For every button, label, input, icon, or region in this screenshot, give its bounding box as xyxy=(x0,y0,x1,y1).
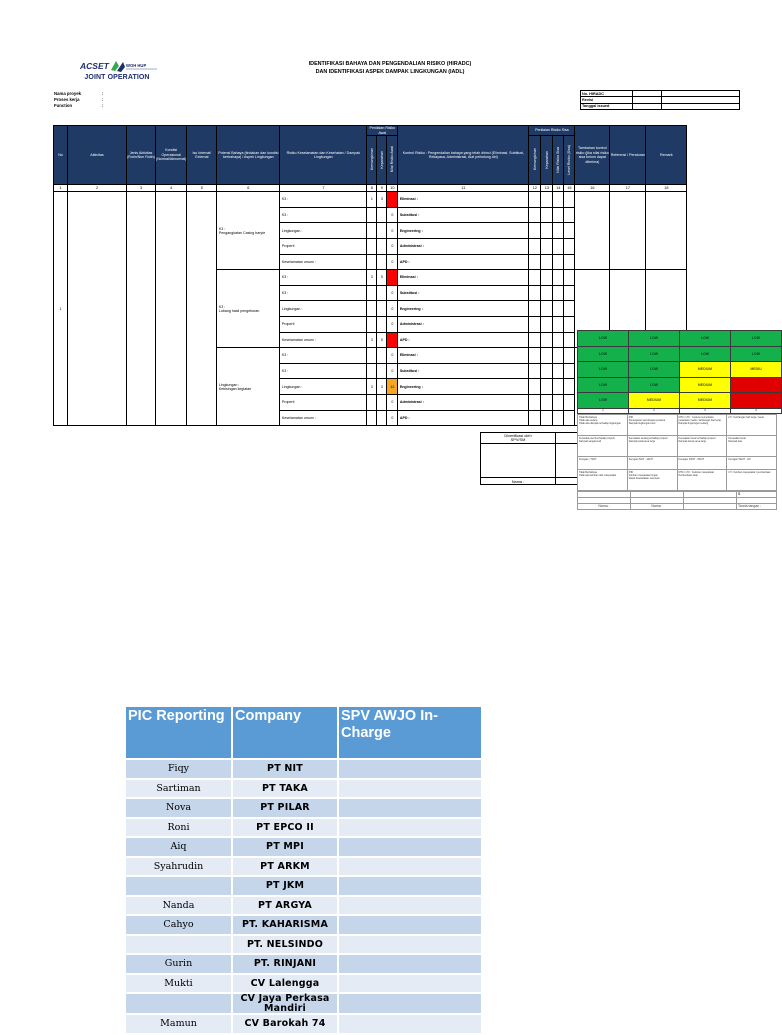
risk-matrix-cell xyxy=(731,377,782,393)
spv-in-charge xyxy=(339,994,481,1013)
severity-value: 3 xyxy=(377,192,387,208)
initial-risk-value xyxy=(387,270,398,286)
control-type: Substitusi : xyxy=(398,363,529,379)
residual-cell xyxy=(541,254,553,270)
residual-cell xyxy=(553,192,564,208)
empty-cell xyxy=(187,192,217,426)
control-type: Engineering : xyxy=(398,301,529,317)
residual-cell xyxy=(529,192,541,208)
pic-row xyxy=(126,760,481,778)
col-isu: Isu Internal/ External xyxy=(187,126,217,185)
control-type: Substitusi : xyxy=(398,285,529,301)
spv-in-charge xyxy=(339,799,481,817)
risk-matrix-cell: LOW xyxy=(578,377,629,393)
likelihood-value xyxy=(367,410,377,426)
pic-name: Nanda xyxy=(126,897,231,915)
control-type: APD : xyxy=(398,254,529,270)
column-number: 17 xyxy=(610,185,646,192)
column-number: 9 xyxy=(377,185,387,192)
risk-category: Lingkungan : xyxy=(280,379,367,395)
company-name: PT EPCO II xyxy=(233,819,337,837)
residual-cell xyxy=(564,348,575,364)
meta-label: Function xyxy=(54,103,73,108)
residual-cell xyxy=(541,410,553,426)
pic-row xyxy=(126,994,481,1013)
risk-matrix: LOW LOW LOW LOW LOW LOW LOW LOW LOW LOW MEDIUM MEDIU LOW LOW MEDIUM LOW MEDIUM MEDIUM 1 2 3 4 Tidak Berbahaya Tidak ada cedera Tidak ada dampak terhadap lingkungan P3K Penanganan pertolongan pertama Dampak lingkungan kecil MTC / LTC : Cedera memerlukan perawatan medis / kehilangan hari kerja Dampak lingkungan sedang LTI : Kehilangan hari kerja / cacat Kerusakan kecil terhadap properti Dampak sangat kecil Kerusakan sedang terhadap properti Dampak pada area kerja Kerusakan besar terhadap properti Dampak keluar area kerja Kerusakan berat Dampak luas Kerugian < 50JT Kerugian 50JT - 100JT Kerugian 100JT - 500JT Kerugian 500JT - 1M Tidak Berbahaya Tidak ada keluhan dari masyarakat P3K Keluhan masyarakat ringan Dapat diselesaikan setempat MTC / LTC : Keluhan masyarakat Pemberitaan lokal LTI : Keluhan masyarakat / pemberitaan S Nama : Nama : Tanda tangan : xyxy=(577,330,768,495)
residual-cell xyxy=(529,223,541,239)
meta-label: Nama proyek xyxy=(54,91,81,96)
pic-row xyxy=(126,916,481,934)
logo-leaf-icon xyxy=(111,61,119,71)
likelihood-value xyxy=(367,207,377,223)
residual-cell xyxy=(553,394,564,410)
col-kondisi: Kondisi Operasional (Normal/Abnormal) xyxy=(156,126,187,185)
residual-cell xyxy=(529,270,541,286)
meta-label: Proses kerja xyxy=(54,97,80,102)
col-kontrol: Kontrol Risiko : Pengendalian bahaya yang telah dirinci (Eliminasi, Subtitusi, Rekayasa, Administrasi, Alat pelindung diri) xyxy=(398,126,529,185)
company-name: PT MPI xyxy=(233,838,337,856)
severity-value: 3 xyxy=(377,379,387,395)
risk-matrix-cell xyxy=(731,393,782,409)
severity-value xyxy=(377,348,387,364)
logo-subtitle: JOINT OPERATION xyxy=(84,74,150,81)
severity-value xyxy=(377,223,387,239)
header-spv: SPV AWJO In-Charge xyxy=(339,707,481,758)
control-type: Eliminasi : xyxy=(398,270,529,286)
control-type: Administrasi : xyxy=(398,316,529,332)
pic-row xyxy=(126,838,481,856)
col-remark: Remark xyxy=(646,126,687,185)
control-type: Administrasi : xyxy=(398,238,529,254)
header-pic: PIC Reporting xyxy=(126,707,231,758)
project-meta xyxy=(54,91,103,109)
document-title-1: IDENTIFIKASI BAHAYA DAN PENGENDALIAN RISIKO (HIRADC) xyxy=(308,61,472,67)
col-potensi: Potensi Bahaya (tindakan dan kondisi berbahaya) / Aspek Lingkungan xyxy=(217,126,280,185)
likelihood-value: 3 xyxy=(367,332,377,348)
residual-cell xyxy=(564,254,575,270)
severity-value xyxy=(377,207,387,223)
likelihood-value xyxy=(367,363,377,379)
residual-cell xyxy=(553,348,564,364)
pic-name xyxy=(126,936,231,954)
residual-cell xyxy=(529,285,541,301)
residual-cell xyxy=(541,316,553,332)
column-number: 5 xyxy=(187,185,217,192)
initial-risk-value xyxy=(387,332,398,348)
residual-cell xyxy=(529,332,541,348)
risk-category: Keselamatan umum : xyxy=(280,410,367,426)
pic-name: Fiqy xyxy=(126,760,231,778)
empty-cell xyxy=(610,192,646,270)
control-type: Eliminasi : xyxy=(398,348,529,364)
company-name: CV Barokah 74 xyxy=(233,1015,337,1033)
risk-category: Properti xyxy=(280,316,367,332)
residual-cell xyxy=(553,223,564,239)
initial-risk-value: 0 xyxy=(387,285,398,301)
residual-cell xyxy=(529,254,541,270)
spv-in-charge xyxy=(339,838,481,856)
residual-cell xyxy=(553,379,564,395)
residual-cell xyxy=(529,301,541,317)
company-name: CV Jaya Perkasa Mandiri xyxy=(233,994,337,1013)
pic-row xyxy=(126,858,481,876)
column-number: 14 xyxy=(553,185,564,192)
risk-matrix-cell: LOW xyxy=(578,362,629,378)
matrix-severity-number: 2 xyxy=(629,408,680,413)
spv-in-charge xyxy=(339,1015,481,1033)
risk-category: Properti xyxy=(280,238,367,254)
residual-cell xyxy=(541,238,553,254)
matrix-severity-number: 4 xyxy=(731,408,782,413)
risk-matrix-cell: LOW xyxy=(629,346,680,362)
initial-risk-value: 0 xyxy=(387,410,398,426)
company-name: CV Lalengga xyxy=(233,975,337,993)
residual-cell xyxy=(564,301,575,317)
company-name: PT. RINJANI xyxy=(233,955,337,973)
residual-cell xyxy=(564,363,575,379)
column-number: 7 xyxy=(280,185,367,192)
severity-value xyxy=(377,363,387,379)
severity-value xyxy=(377,301,387,317)
risk-matrix-cell: MEDIUM xyxy=(629,393,680,409)
likelihood-value: 3 xyxy=(367,379,377,395)
risk-matrix-cell: LOW xyxy=(629,331,680,347)
initial-risk-value xyxy=(387,192,398,208)
column-number: 1 xyxy=(54,185,68,192)
empty-cell xyxy=(646,192,687,270)
risk-matrix-cell: LOW xyxy=(680,346,731,362)
initial-risk-value: 0 xyxy=(387,223,398,239)
matrix-severity-number: 3 xyxy=(680,408,731,413)
initial-risk-value: 0 xyxy=(387,207,398,223)
residual-cell xyxy=(541,192,553,208)
spv-in-charge xyxy=(339,877,481,895)
risk-category: Lingkungan : xyxy=(280,301,367,317)
empty-cell xyxy=(575,192,610,270)
severity-value xyxy=(377,394,387,410)
risk-matrix-cell: LOW xyxy=(629,377,680,393)
risk-category: K3 : xyxy=(280,207,367,223)
residual-cell xyxy=(553,316,564,332)
risk-matrix-cell: MEDIUM xyxy=(680,393,731,409)
initial-risk-value: 0 xyxy=(387,301,398,317)
col-no: No xyxy=(54,126,68,185)
company-name: PT PILAR xyxy=(233,799,337,817)
initial-risk-value: 12 xyxy=(387,379,398,395)
spv-in-charge xyxy=(339,819,481,837)
pic-name: Nova xyxy=(126,799,231,817)
residual-cell xyxy=(564,410,575,426)
spv-in-charge xyxy=(339,858,481,876)
residual-cell xyxy=(529,410,541,426)
residual-cell xyxy=(564,238,575,254)
column-number: 8 xyxy=(367,185,377,192)
residual-cell xyxy=(529,238,541,254)
pic-row xyxy=(126,799,481,817)
residual-cell xyxy=(564,316,575,332)
meta-row: Proses kerja : xyxy=(54,97,104,102)
residual-cell xyxy=(564,223,575,239)
meta-row: Function : xyxy=(54,103,104,108)
column-number: 11 xyxy=(398,185,529,192)
company-name: PT. KAHARISMA xyxy=(233,916,337,934)
severity-value xyxy=(377,254,387,270)
residual-cell xyxy=(553,270,564,286)
severity-value xyxy=(377,285,387,301)
residual-cell xyxy=(553,332,564,348)
matrix-severity-number: 1 xyxy=(578,408,629,413)
risk-category: Lingkungan : xyxy=(280,223,367,239)
risk-matrix-cell: LOW xyxy=(731,331,782,347)
column-number: 6 xyxy=(217,185,280,192)
severity-value: 5 xyxy=(377,270,387,286)
group-risiko-awal: Penilaian Risiko Awal xyxy=(367,126,398,136)
pic-name: Mamun xyxy=(126,1015,231,1033)
control-type: APD : xyxy=(398,332,529,348)
pic-row xyxy=(126,877,481,895)
residual-cell xyxy=(529,348,541,364)
residual-cell xyxy=(529,363,541,379)
residual-cell xyxy=(541,379,553,395)
approval-name: Nama : xyxy=(481,478,556,485)
control-type: Engineering : xyxy=(398,223,529,239)
column-number: 13 xyxy=(541,185,553,192)
residual-cell xyxy=(541,285,553,301)
risk-category: K3 : xyxy=(280,285,367,301)
meta-row: Nama proyek : xyxy=(54,91,104,96)
col-tambahan: Tambahan kontrol risiko (jika nilai risiko sisa belum dapat diterima) xyxy=(575,126,610,185)
likelihood-value xyxy=(367,285,377,301)
residual-cell xyxy=(529,379,541,395)
hazard-potential: K3 : Lubang hasil pengeboran xyxy=(217,270,280,348)
empty-cell xyxy=(68,192,127,426)
risk-matrix-cell: LOW xyxy=(629,362,680,378)
spv-in-charge xyxy=(339,916,481,934)
column-number: 12 xyxy=(529,185,541,192)
residual-cell xyxy=(564,285,575,301)
severity-value xyxy=(377,316,387,332)
signature-area xyxy=(481,444,556,478)
likelihood-value xyxy=(367,394,377,410)
pic-name xyxy=(126,994,231,1013)
pic-name: Aiq xyxy=(126,838,231,856)
hazard-row xyxy=(54,192,687,208)
pic-name: Roni xyxy=(126,819,231,837)
risk-matrix-cell: LOW xyxy=(578,393,629,409)
group-risiko-sisa: Penilaian Risiko Sisa xyxy=(529,126,575,136)
severity-value: 5 xyxy=(377,332,387,348)
initial-risk-value: 0 xyxy=(387,254,398,270)
spv-in-charge xyxy=(339,760,481,778)
residual-cell xyxy=(553,363,564,379)
residual-cell xyxy=(541,270,553,286)
approval-box xyxy=(480,432,578,485)
empty-cell xyxy=(127,192,156,426)
spv-in-charge xyxy=(339,897,481,915)
likelihood-value xyxy=(367,316,377,332)
initial-risk-value: 0 xyxy=(387,238,398,254)
spv-in-charge xyxy=(339,975,481,993)
column-number-row xyxy=(54,185,687,192)
risk-matrix-cell: LOW xyxy=(680,331,731,347)
risk-matrix-cell: MEDIUM xyxy=(680,362,731,378)
residual-cell xyxy=(541,223,553,239)
column-number: 18 xyxy=(646,185,687,192)
document-info-table: No. HIRADC Revisi Tanggal issued xyxy=(580,90,740,110)
control-type: Eliminasi : xyxy=(398,192,529,208)
company-name: PT JKM xyxy=(233,877,337,895)
residual-cell xyxy=(564,379,575,395)
likelihood-value xyxy=(367,238,377,254)
residual-cell xyxy=(564,192,575,208)
pic-reporting-table xyxy=(124,705,483,1035)
company-name: PT ARKM xyxy=(233,858,337,876)
risk-category: Properti xyxy=(280,394,367,410)
residual-cell xyxy=(529,394,541,410)
pic-name: Mukti xyxy=(126,975,231,993)
hiradc-table: No Aktivitas Jenis Aktivitas (Rutin/Non Rutin) Kondisi Operasional (Normal/Abnormal) Isu Internal/ External Potensi Bahaya (tindakan dan kondisi berbahaya) / Aspek Lingkungan Risiko Keselamatan dan Kesehatan / Dampak Lingkungan Penilaian Risiko Awal Kontrol Risiko : Pengendalian bahaya yang telah dirinci (Eliminasi, Subtitusi, Rekayasa, Administrasi, Alat pelindung diri) Penilaian Risiko Sisa Tambahan kontrol risiko (jika nilai risiko sisa belum dapat diterima) Referensi / Peraturan Remark Kemungkinan Keparahan Nilai Risiko Awal Kemungkinan Keparahan Nilai Risiko Sisa Level Risiko (Sisa) 1 2 3 4 5 6 7 8 9 10 11 12 13 14 15 16 17 18 1 K3 : Pengangkatan Casing baryte K3 : 1 3 Eliminasi : K3 : 0 Substitusi : Lingkungan : 0 Engineering : Properti 0 Administrasi : Keselamatan umum : 0 APD : K3 : Lubang hasil pengeboran K3 : 3 5 Eliminasi : K3 : 0 Substitusi : Lingkungan : 0 Engineering : Properti 0 Administrasi : Keselamatan umum : 3 5 APD : Lingkungan : Kebisingan kegiatan K3 : 0 Eliminasi : K3 : 0 Substitusi : Lingkungan : 3 3 12 Engineering : Properti 0 Administrasi : Keselamatan umum : 0 APD : xyxy=(53,125,687,426)
initial-risk-value: 0 xyxy=(387,348,398,364)
pic-name: Syahrudin xyxy=(126,858,231,876)
column-number: 15 xyxy=(564,185,575,192)
risk-matrix-cell: LOW xyxy=(731,346,782,362)
pic-row xyxy=(126,1015,481,1033)
company-name: PT. NELSINDO xyxy=(233,936,337,954)
likelihood-value xyxy=(367,301,377,317)
residual-cell xyxy=(564,270,575,286)
column-number: 16 xyxy=(575,185,610,192)
severity-value xyxy=(377,238,387,254)
pic-row xyxy=(126,975,481,993)
residual-cell xyxy=(529,207,541,223)
residual-cell xyxy=(541,363,553,379)
residual-cell xyxy=(541,332,553,348)
risk-matrix-cell: MEDIUM xyxy=(680,377,731,393)
severity-value xyxy=(377,410,387,426)
residual-cell xyxy=(553,254,564,270)
risk-category: K3 : xyxy=(280,363,367,379)
spv-in-charge xyxy=(339,780,481,798)
company-name: PT ARGYA xyxy=(233,897,337,915)
header-company: Company xyxy=(233,707,337,758)
residual-cell xyxy=(541,348,553,364)
col-risiko: Risiko Keselamatan dan Kesehatan / Dampak Lingkungan xyxy=(280,126,367,185)
control-type: Substitusi : xyxy=(398,207,529,223)
residual-cell xyxy=(541,301,553,317)
residual-cell xyxy=(529,316,541,332)
risk-matrix-cell: LOW xyxy=(578,331,629,347)
column-number: 10 xyxy=(387,185,398,192)
residual-cell xyxy=(564,207,575,223)
residual-cell xyxy=(553,410,564,426)
initial-risk-value: 0 xyxy=(387,363,398,379)
residual-cell xyxy=(564,394,575,410)
company-name: PT NIT xyxy=(233,760,337,778)
col-jenis: Jenis Aktivitas (Rutin/Non Rutin) xyxy=(127,126,156,185)
likelihood-value xyxy=(367,223,377,239)
risk-category: K3 : xyxy=(280,348,367,364)
control-type: Administrasi : xyxy=(398,394,529,410)
pic-row xyxy=(126,819,481,837)
residual-cell xyxy=(541,207,553,223)
hazard-potential: Lingkungan : Kebisingan kegiatan xyxy=(217,348,280,426)
document-title-2: DAN IDENTIFIKASI ASPEK DAMPAK LINGKUNGAN (IADL) xyxy=(315,69,465,75)
col-aktivitas: Aktivitas xyxy=(68,126,127,185)
risk-category: K3 : xyxy=(280,270,367,286)
pic-row xyxy=(126,780,481,798)
likelihood-value xyxy=(367,348,377,364)
spv-in-charge xyxy=(339,955,481,973)
pic-name: Sartiman xyxy=(126,780,231,798)
col-referensi: Referensi / Peraturan xyxy=(610,126,646,185)
approval-title: Diverifikasi oleh SPV/SM xyxy=(481,433,556,444)
pic-row xyxy=(126,955,481,973)
residual-cell xyxy=(564,332,575,348)
risk-matrix-cell: MEDIU xyxy=(731,362,782,378)
pic-row xyxy=(126,936,481,954)
residual-cell xyxy=(541,394,553,410)
likelihood-value: 3 xyxy=(367,270,377,286)
pic-name: Gurin xyxy=(126,955,231,973)
risk-category: Keselamatan umum : xyxy=(280,254,367,270)
residual-cell xyxy=(553,285,564,301)
column-number: 3 xyxy=(127,185,156,192)
logo-acset-text: ACSET xyxy=(80,61,109,71)
residual-cell xyxy=(553,301,564,317)
company-name: PT TAKA xyxy=(233,780,337,798)
residual-cell xyxy=(553,207,564,223)
likelihood-value: 1 xyxy=(367,192,377,208)
pic-name: Cahyo xyxy=(126,916,231,934)
initial-risk-value: 0 xyxy=(387,394,398,410)
pic-name xyxy=(126,877,231,895)
likelihood-value xyxy=(367,254,377,270)
column-number: 4 xyxy=(156,185,187,192)
row-number: 1 xyxy=(54,192,68,426)
spv-in-charge xyxy=(339,936,481,954)
empty-cell xyxy=(156,192,187,426)
risk-category: K3 : xyxy=(280,192,367,208)
logo-brand-text: WOH HUP xyxy=(126,63,147,68)
control-type: Engineering : xyxy=(398,379,529,395)
control-type: APD : xyxy=(398,410,529,426)
risk-category: Keselamatan umum : xyxy=(280,332,367,348)
residual-cell xyxy=(553,238,564,254)
risk-matrix-cell: LOW xyxy=(578,346,629,362)
hazard-potential: K3 : Pengangkatan Casing baryte xyxy=(217,192,280,270)
initial-risk-value: 0 xyxy=(387,316,398,332)
column-number: 2 xyxy=(68,185,127,192)
pic-row xyxy=(126,897,481,915)
